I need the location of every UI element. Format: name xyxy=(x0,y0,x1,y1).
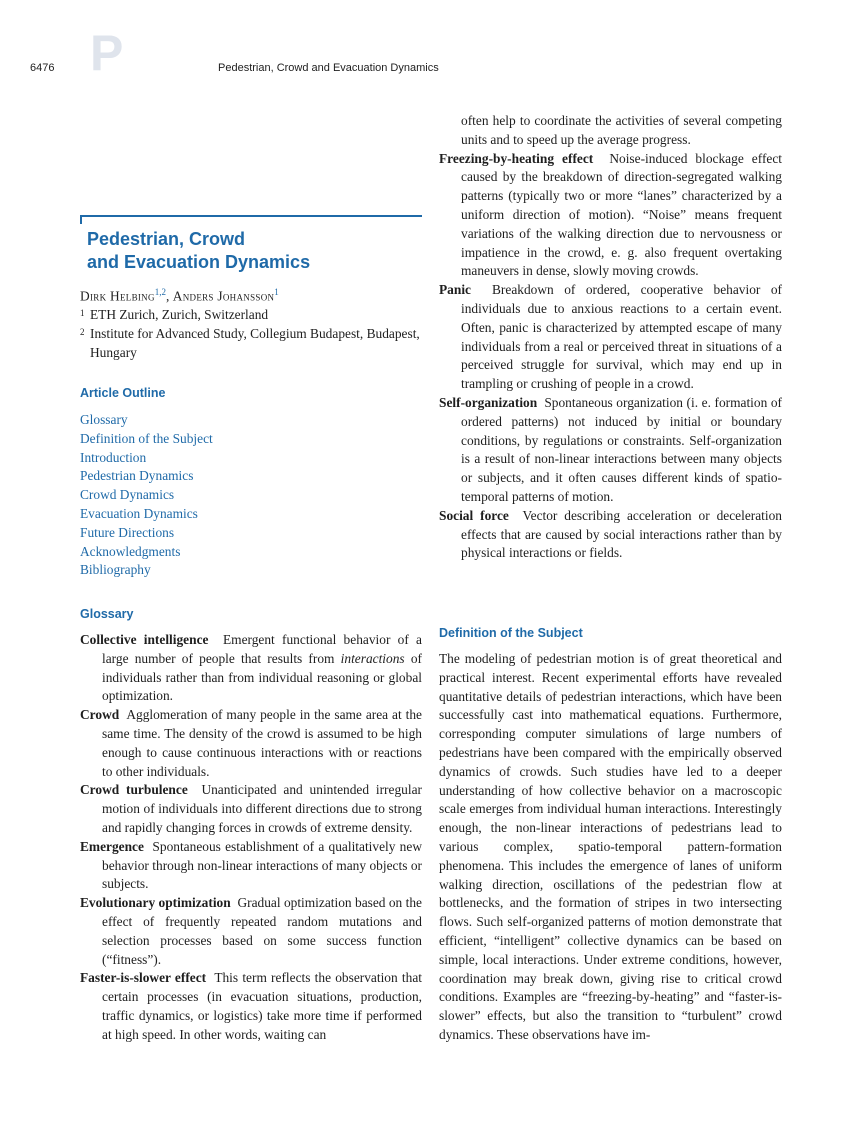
glossary-definition: Emergent functional behavior of a large number of people that results from xyxy=(102,632,422,666)
glossary-term: Collective intelligence xyxy=(80,632,209,647)
article-title xyxy=(87,228,417,274)
glossary-emphasis: interactions xyxy=(340,650,405,666)
outline-list xyxy=(80,411,213,580)
author-1-affiliation-ref[interactable]: 1,2 xyxy=(154,287,167,297)
title-line-1: Pedestrian, Crowd xyxy=(87,229,246,249)
glossary-entry xyxy=(80,631,422,706)
section-letter: P xyxy=(90,25,124,81)
definition-heading: Definition of the Subject xyxy=(439,626,583,640)
glossary-definition-tail: of individuals rather than from individual reasoning or global optimization. xyxy=(102,650,422,704)
author-2-affiliation-ref[interactable]: 1 xyxy=(274,287,279,297)
glossary-definition: Breakdown of ordered, cooperative behavior of individuals due to anxious reactions to a certain event. Often, panic is characterized by attempted escape of many individuals from a real or perceived threat in situations of a perceived struggle for survival, which may end up in trampling or crushing of people in a crowd. xyxy=(461,282,782,392)
glossary-entry xyxy=(80,706,422,781)
glossary-term: Self-organization xyxy=(439,394,538,410)
glossary-definition: Spontaneous establishment of a qualitatively new behavior through non-linear interactions of many objects or subjects. xyxy=(102,838,422,892)
outline-link-pedestrian-dynamics[interactable]: Pedestrian Dynamics xyxy=(80,468,194,484)
outline-link-crowd-dynamics[interactable]: Crowd Dynamics xyxy=(80,487,175,503)
affiliation-1-text: ETH Zurich, Zurich, Switzerland xyxy=(90,307,269,323)
author-line xyxy=(80,283,422,306)
glossary-definition: Agglomeration of many people in the same area at the same time. The density of the crowd is assumed to be high enough to cause continuous interactions with or reactions to other individuals. xyxy=(102,707,422,779)
glossary-definition: Spontaneous organization (i. e. formation of ordered patterns) not induced by initial or boundary conditions, by regulations or constraints. Self-organization is a result of non-linear interactions between many objects or subjects, and it often causes different kinds of spatio-temporal patterns of motion. xyxy=(461,394,782,504)
glossary-definition: Noise-induced blockage effect caused by the breakdown of direction-segregated walking patterns (typically two or more “lanes” characterized by a uniform direction of motion). “Noise” means frequent variations of the walking direction due to nervousness or impatience in the crowd, e. g. also frequent overtaking maneuvers in dense, slowly moving crowds. xyxy=(461,150,783,279)
glossary-entry xyxy=(439,150,782,282)
glossary-term: Crowd turbulence xyxy=(80,782,188,798)
author-2: Anders Johansson xyxy=(172,288,275,304)
page-number: 6476 xyxy=(30,62,55,74)
glossary-entry xyxy=(80,781,422,837)
glossary-term: Panic xyxy=(439,282,471,298)
author-1: Dirk Helbing xyxy=(80,288,155,304)
glossary-entry xyxy=(80,838,422,894)
glossary-entry xyxy=(439,394,782,507)
affiliation-1-number: 1 xyxy=(80,308,85,319)
glossary-left-column xyxy=(80,631,422,1045)
affiliation-2 xyxy=(80,325,422,363)
outline-link-introduction[interactable]: Introduction xyxy=(80,449,147,465)
glossary-entry xyxy=(439,281,782,394)
right-column xyxy=(439,112,782,563)
glossary-entry xyxy=(80,969,422,1044)
glossary-entry xyxy=(80,894,422,969)
glossary-term: Emergence xyxy=(80,838,144,854)
outline-link-future-directions[interactable]: Future Directions xyxy=(80,524,175,540)
glossary-term: Crowd xyxy=(80,707,120,723)
glossary-heading: Glossary xyxy=(80,607,134,621)
glossary-entry xyxy=(439,507,782,563)
glossary-definition: Gradual optimization based on the effect of frequently repeated random mutations and selection processes based on some success function (“fitness”). xyxy=(102,895,422,967)
title-rule xyxy=(80,215,422,224)
author-separator: , xyxy=(166,288,173,304)
glossary-definition: Vector describing acceleration or deceleration effects that are caused by social interactions rather than by physical interactions or fields. xyxy=(461,507,782,561)
glossary-definition: Unanticipated and unintended irregular motion of individuals into different directions due to strong and rapidly changing forces in crowds of extreme density. xyxy=(102,782,422,835)
outline-link-definition[interactable]: Definition of the Subject xyxy=(80,430,213,446)
outline-heading: Article Outline xyxy=(80,386,166,400)
authors-block xyxy=(80,283,422,363)
glossary-term: Social force xyxy=(439,507,509,523)
glossary-term: Evolutionary optimization xyxy=(80,895,231,911)
outline-link-glossary[interactable]: Glossary xyxy=(80,412,128,427)
outline-link-acknowledgments[interactable]: Acknowledgments xyxy=(80,543,181,559)
glossary-term: Freezing-by-heating effect xyxy=(439,150,594,166)
glossary-term: Faster-is-slower effect xyxy=(80,970,207,986)
outline-link-evacuation-dynamics[interactable]: Evacuation Dynamics xyxy=(80,505,198,521)
affiliation-2-text: Institute for Advanced Study, Collegium Budapest, Budapest, Hungary xyxy=(90,326,420,360)
title-line-2: and Evacuation Dynamics xyxy=(87,252,311,272)
outline-link-bibliography[interactable]: Bibliography xyxy=(80,562,151,578)
affiliation-2-number: 2 xyxy=(80,327,85,338)
running-title: Pedestrian, Crowd and Evacuation Dynamics xyxy=(218,62,439,74)
affiliation-1 xyxy=(80,306,422,325)
definition-body: The modeling of pedestrian motion is of great theoretical and practical interest. Recent experimental efforts have revealed quantitative details of pedestrian interactions, which have been successfully cast into mathematical equations. Furthermore, corresponding computer simulations of large numbers of pedestrians have been compared with the empirically observed dynamics of crowds. Such studies have led to a deeper understanding of how collective behavior on a macroscopic scale emerges from individual human interactions. Interestingly enough, the non-linear interactions of pedestrians lead to various complex, spatio-temporal pattern-formation phenomena. This includes the emergence of lanes of uniform walking direction, oscillations of the pedestrian flow at bottlenecks, and the formation of stripes in two intersecting flows. Such self-organized patterns of motion demonstrate that efficient, “intelligent” collective dynamics can be based on simple, local interactions. Under extreme conditions, however, coordination may break down, giving rise to critical crowd conditions. Examples are “freezing-by-heating” and “faster-is-slower” effects, but also the transition to “turbulent” crowd dynamics. These observations have im- xyxy=(439,651,782,1042)
glossary-definition: This term reflects the observation that certain processes (in evacuation situations, production, traffic dynamics, or logistics) take more time if performed at high speed. In other words, waiting can xyxy=(102,970,422,1042)
glossary-continuation: often help to coordinate the activities of several competing units and to speed up the average progress. xyxy=(461,113,782,147)
